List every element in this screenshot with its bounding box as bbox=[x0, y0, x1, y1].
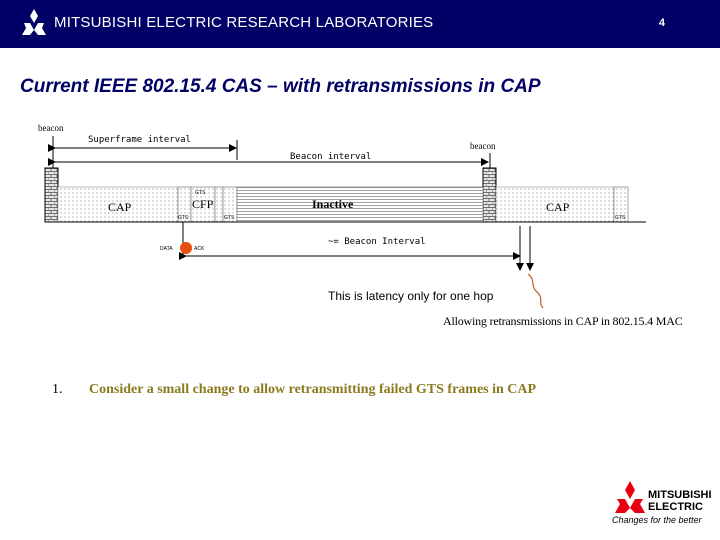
inactive-region bbox=[237, 187, 483, 222]
gts-label-b: GTS bbox=[224, 215, 235, 221]
data-label: DATA bbox=[160, 246, 173, 252]
beacon-right-label: beacon bbox=[470, 141, 496, 151]
cap-label-2: CAP bbox=[546, 200, 570, 214]
beacon-block-left bbox=[45, 168, 58, 222]
beacon-interval-label: Beacon interval bbox=[290, 152, 372, 162]
brand-tagline: Changes for the better bbox=[612, 515, 702, 525]
beacon-block-right bbox=[483, 168, 496, 222]
failed-gts-marker bbox=[180, 242, 192, 254]
page-number: 4 bbox=[658, 17, 665, 29]
bullet-number: 1. bbox=[52, 382, 63, 397]
brand-name-line2: ELECTRIC bbox=[648, 501, 703, 513]
gts-label-a: GTS bbox=[178, 215, 189, 221]
slide-title: Current IEEE 802.15.4 CAS – with retransmissions in CAP bbox=[20, 76, 541, 97]
latency-note: This is latency only for one hop bbox=[328, 289, 494, 303]
callout-squiggle bbox=[528, 274, 543, 308]
mitsubishi-diamonds-icon bbox=[612, 480, 648, 514]
allowing-note: Allowing retransmissions in CAP in 802.15.4 MAC bbox=[443, 314, 683, 328]
org-name: MITSUBISHI ELECTRIC RESEARCH LABORATORIES bbox=[54, 14, 434, 31]
header-bar bbox=[0, 0, 720, 48]
brand-logo bbox=[608, 480, 720, 540]
brand-name-line1: MITSUBISHI bbox=[648, 489, 712, 501]
mitsubishi-diamonds-icon bbox=[20, 8, 48, 36]
beacon-left-label: beacon bbox=[38, 123, 64, 133]
superframe-interval-label: Superframe interval bbox=[88, 135, 191, 145]
gts-top-label: GTS bbox=[195, 190, 206, 196]
ack-label: ACK bbox=[194, 246, 205, 252]
bullet-text: Consider a small change to allow retransmitting failed GTS frames in CAP bbox=[89, 382, 537, 397]
cap-label-1: CAP bbox=[108, 200, 132, 214]
gts-slot-2 bbox=[215, 187, 223, 222]
cfp-label: CFP bbox=[192, 197, 214, 211]
inactive-label: Inactive bbox=[312, 197, 354, 211]
approx-beacon-interval-label: ~= Beacon Interval bbox=[328, 237, 426, 247]
gts-label-c: GTS bbox=[615, 215, 626, 221]
